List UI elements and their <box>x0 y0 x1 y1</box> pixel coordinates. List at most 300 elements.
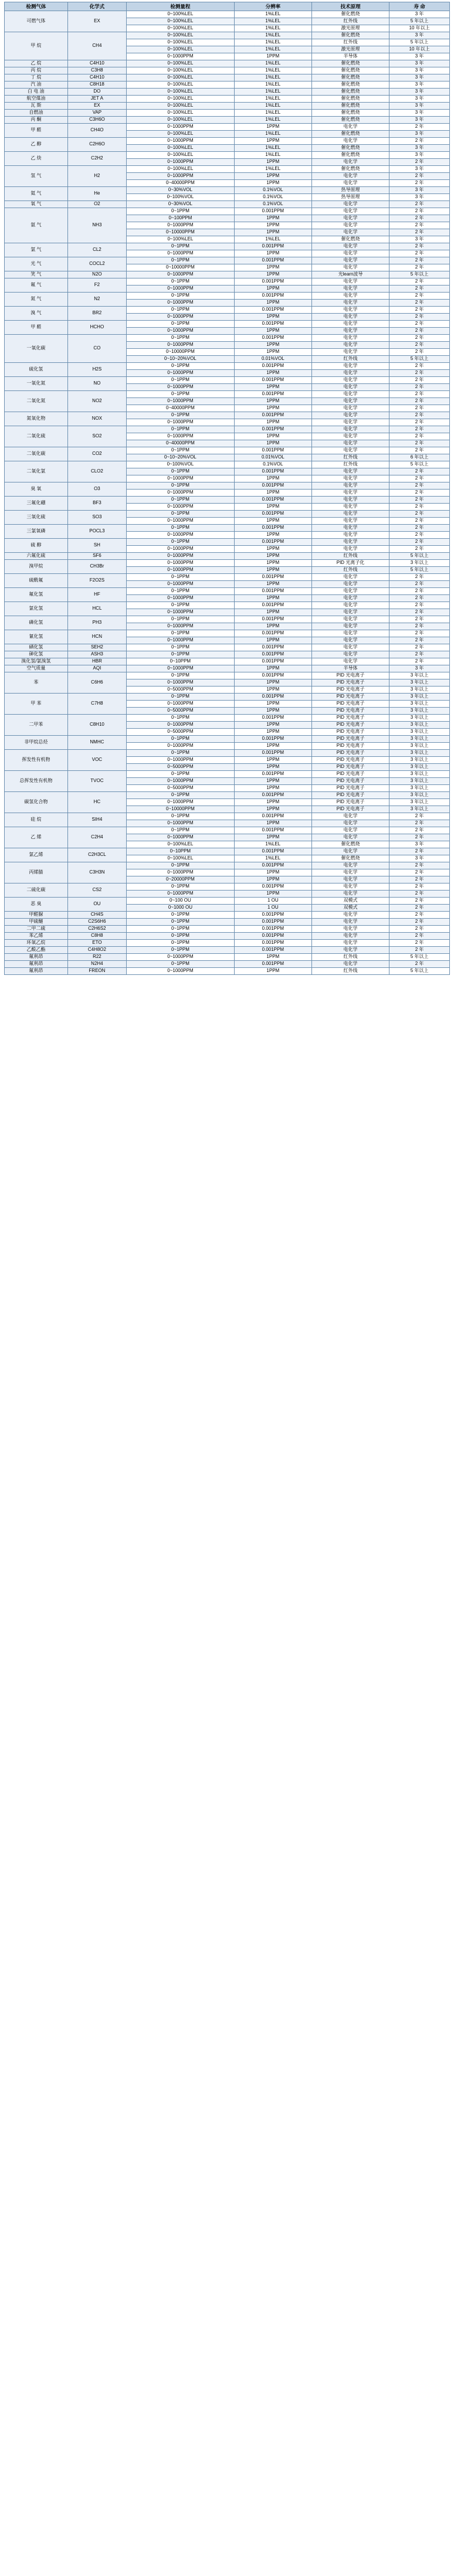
cell-lifetime: 2 年 <box>389 363 450 370</box>
cell-range: 0~100PPM <box>127 215 235 222</box>
cell-lifetime: 3 年 <box>389 187 450 194</box>
table-row <box>5 933 450 940</box>
table-row <box>5 412 450 419</box>
cell-lifetime: 2 年 <box>389 278 450 286</box>
cell-formula: CL2 <box>67 243 126 257</box>
table-row <box>5 201 450 208</box>
cell-resolution: 1PPM <box>234 764 311 771</box>
cell-resolution: 1PPM <box>234 398 311 405</box>
cell-technology: 电化学 <box>311 384 389 391</box>
cell-lifetime: 2 年 <box>389 574 450 581</box>
table-row <box>5 497 450 504</box>
cell-lifetime: 2 年 <box>389 827 450 834</box>
cell-formula: ASH3 <box>67 651 126 658</box>
cell-resolution: 0.001PPM <box>234 363 311 370</box>
cell-resolution: 1PPM <box>234 701 311 708</box>
cell-range: 0~1000PPM <box>127 581 235 588</box>
cell-formula: C3H6O <box>67 117 126 124</box>
cell-formula: CO <box>67 335 126 363</box>
cell-gas-name: 挥发性有机物 <box>5 750 68 771</box>
cell-resolution: 1PPM <box>234 314 311 321</box>
cell-formula: JET A <box>67 96 126 103</box>
cell-resolution: 0.001PPM <box>234 208 311 215</box>
header-row <box>5 2 450 11</box>
cell-formula: SF6 <box>67 553 126 560</box>
header-formula: 化学式 <box>67 2 126 11</box>
cell-range: 0~100%LEL <box>127 74 235 81</box>
cell-gas-name: 硫 醇 <box>5 539 68 553</box>
cell-technology: 电化学 <box>311 159 389 166</box>
cell-resolution: 1PPM <box>234 609 311 616</box>
cell-lifetime: 2 年 <box>389 947 450 954</box>
gas-spec-sheet <box>0 2 454 975</box>
cell-lifetime: 5 年以上 <box>389 39 450 46</box>
cell-resolution: 1PPM <box>234 785 311 792</box>
cell-resolution: 0.001PPM <box>234 940 311 947</box>
cell-lifetime: 5 年以上 <box>389 954 450 961</box>
cell-gas-name: 乙酸乙酯 <box>5 947 68 954</box>
table-row <box>5 363 450 370</box>
cell-technology: 电化学 <box>311 497 389 504</box>
cell-resolution: 0.001PPM <box>234 525 311 532</box>
cell-resolution: 1PPM <box>234 778 311 785</box>
cell-technology: PID 光电离子 <box>311 736 389 743</box>
cell-resolution: 0.001PPM <box>234 694 311 701</box>
table-row <box>5 926 450 933</box>
table-row <box>5 335 450 342</box>
cell-lifetime: 3 年以上 <box>389 764 450 771</box>
table-row <box>5 124 450 131</box>
cell-resolution: 0.001PPM <box>234 447 311 454</box>
cell-resolution: 1PPM <box>234 433 311 440</box>
cell-formula: CLO2 <box>67 461 126 482</box>
cell-gas-name: 硅 烷 <box>5 813 68 827</box>
cell-range: 0~1PPM <box>127 468 235 475</box>
cell-formula: H2S <box>67 363 126 377</box>
cell-technology: 电化学 <box>311 286 389 293</box>
cell-range: 0~1PPM <box>127 750 235 757</box>
cell-lifetime: 2 年 <box>389 300 450 307</box>
cell-lifetime: 3 年 <box>389 131 450 138</box>
table-row <box>5 694 450 701</box>
cell-formula: PH3 <box>67 616 126 630</box>
cell-resolution: 0.1%VOL <box>234 187 311 194</box>
cell-resolution: 0.001PPM <box>234 391 311 398</box>
table-row <box>5 651 450 658</box>
cell-range: 0~100 OU <box>127 898 235 905</box>
cell-lifetime: 3 年 <box>389 166 450 173</box>
cell-lifetime: 3 年 <box>389 236 450 243</box>
cell-formula: H2 <box>67 166 126 187</box>
cell-lifetime: 3 年 <box>389 145 450 152</box>
cell-technology: 半导体 <box>311 53 389 60</box>
cell-lifetime: 2 年 <box>389 588 450 595</box>
cell-lifetime: 2 年 <box>389 314 450 321</box>
cell-technology: 电化学 <box>311 264 389 271</box>
cell-range: 0~1PPM <box>127 208 235 215</box>
cell-lifetime: 2 年 <box>389 426 450 433</box>
cell-range: 0~100%LEL <box>127 46 235 53</box>
cell-formula: NO <box>67 377 126 391</box>
cell-formula: C8H18 <box>67 81 126 89</box>
cell-lifetime: 2 年 <box>389 658 450 665</box>
cell-gas-name: 环氧乙烷 <box>5 940 68 947</box>
cell-resolution: 1%LEL <box>234 46 311 53</box>
cell-resolution: 0.001PPM <box>234 715 311 722</box>
cell-lifetime: 2 年 <box>389 377 450 384</box>
cell-range: 0~1000PPM <box>127 271 235 278</box>
cell-lifetime: 3 年以上 <box>389 750 450 757</box>
cell-gas-name: 氧 气 <box>5 201 68 208</box>
cell-technology: 电化学 <box>311 475 389 482</box>
cell-formula: CH4S <box>67 912 126 919</box>
cell-technology: 催化燃烧 <box>311 166 389 173</box>
cell-resolution: 1%LEL <box>234 74 311 81</box>
cell-range: 0~1000PPM <box>127 286 235 293</box>
cell-resolution: 0.001PPM <box>234 651 311 658</box>
cell-range: 0~1000PPM <box>127 595 235 602</box>
cell-technology: 电化学 <box>311 518 389 525</box>
cell-resolution: 0.001PPM <box>234 616 311 623</box>
cell-range: 0~100%LEL <box>127 32 235 39</box>
cell-resolution: 1PPM <box>234 687 311 694</box>
table-row <box>5 377 450 384</box>
cell-resolution: 1PPM <box>234 229 311 236</box>
cell-resolution: 1PPM <box>234 729 311 736</box>
cell-lifetime: 2 年 <box>389 405 450 412</box>
cell-range: 0~1000PPM <box>127 968 235 975</box>
cell-technology: 电化学 <box>311 398 389 405</box>
table-row <box>5 616 450 623</box>
cell-range: 0~1PPM <box>127 827 235 834</box>
cell-lifetime: 3 年以上 <box>389 679 450 687</box>
cell-technology: PID 光电离子 <box>311 715 389 722</box>
table-row <box>5 81 450 89</box>
cell-resolution: 1PPM <box>234 820 311 827</box>
cell-range: 0~1000PPM <box>127 637 235 644</box>
cell-lifetime: 2 年 <box>389 820 450 827</box>
cell-technology: 催化燃烧 <box>311 96 389 103</box>
cell-formula: C4H10 <box>67 60 126 67</box>
cell-resolution: 1PPM <box>234 475 311 482</box>
cell-range: 0~1000PPM <box>127 799 235 806</box>
cell-lifetime: 3 年以上 <box>389 694 450 701</box>
cell-technology: 电化学 <box>311 391 389 398</box>
table-row <box>5 271 450 278</box>
cell-gas-name: 碳氢化合物 <box>5 792 68 813</box>
cell-technology: 红外线 <box>311 356 389 363</box>
cell-formula: F2O2S <box>67 574 126 588</box>
cell-technology: 电化学 <box>311 588 389 595</box>
cell-range: 0~1000PPM <box>127 834 235 841</box>
cell-technology: 催化燃烧 <box>311 117 389 124</box>
table-row <box>5 672 450 679</box>
cell-resolution: 1%LEL <box>234 89 311 96</box>
cell-formula: OU <box>67 898 126 912</box>
cell-technology: 电化学 <box>311 504 389 511</box>
cell-formula: HC <box>67 792 126 813</box>
cell-resolution: 1PPM <box>234 264 311 271</box>
cell-range: 0~1000PPM <box>127 504 235 511</box>
cell-range: 0~1000PPM <box>127 250 235 257</box>
cell-gas-name: 空气质量 <box>5 665 68 672</box>
cell-range: 0~1000PPM <box>127 490 235 497</box>
cell-range: 0~100%LEL <box>127 103 235 110</box>
cell-resolution: 1PPM <box>234 504 311 511</box>
cell-formula: O2 <box>67 201 126 208</box>
cell-technology: 电化学 <box>311 919 389 926</box>
cell-resolution: 1PPM <box>234 286 311 293</box>
cell-technology: PID 光电离子 <box>311 750 389 757</box>
cell-range: 0~10PPM <box>127 848 235 855</box>
cell-range: 0~1PPM <box>127 694 235 701</box>
cell-resolution: 0.001PPM <box>234 257 311 264</box>
cell-technology: 催化燃烧 <box>311 32 389 39</box>
cell-formula: SEH2 <box>67 644 126 651</box>
cell-range: 0~100%LEL <box>127 60 235 67</box>
cell-technology: 电化学 <box>311 419 389 426</box>
cell-resolution: 1PPM <box>234 637 311 644</box>
cell-resolution: 0.001PPM <box>234 539 311 546</box>
cell-range: 0~100%VOL <box>127 194 235 201</box>
header-range: 检测量程 <box>127 2 235 11</box>
cell-resolution: 0.001PPM <box>234 813 311 820</box>
cell-lifetime: 10 年以上 <box>389 25 450 32</box>
cell-range: 0~1PPM <box>127 426 235 433</box>
cell-gas-name: 二氧化氯 <box>5 461 68 482</box>
cell-technology: 电化学 <box>311 335 389 342</box>
table-row <box>5 574 450 581</box>
cell-lifetime: 2 年 <box>389 321 450 328</box>
table-row <box>5 792 450 799</box>
cell-range: 0~1PPM <box>127 926 235 933</box>
cell-range: 0~100%LEL <box>127 166 235 173</box>
cell-gas-name: 三氯氧磷 <box>5 525 68 539</box>
cell-formula: SO3 <box>67 511 126 525</box>
cell-resolution: 1%LEL <box>234 166 311 173</box>
cell-resolution: 1PPM <box>234 370 311 377</box>
cell-technology: PID 光电离子 <box>311 722 389 729</box>
cell-resolution: 0.001PPM <box>234 574 311 581</box>
cell-lifetime: 2 年 <box>389 286 450 293</box>
cell-range: 0~1000PPM <box>127 679 235 687</box>
cell-gas-name: 硫酰氟 <box>5 574 68 588</box>
cell-lifetime: 2 年 <box>389 201 450 208</box>
cell-range: 0~1PPM <box>127 792 235 799</box>
cell-formula: HBR <box>67 658 126 665</box>
cell-formula: NMHC <box>67 736 126 750</box>
cell-technology: 电化学 <box>311 363 389 370</box>
cell-resolution: 0.001PPM <box>234 243 311 250</box>
cell-technology: 电化学 <box>311 370 389 377</box>
cell-gas-name: 汽 油 <box>5 81 68 89</box>
cell-technology: 电化学 <box>311 574 389 581</box>
cell-gas-name: 二氧化硫 <box>5 426 68 447</box>
cell-lifetime: 2 年 <box>389 595 450 602</box>
cell-gas-name: 丁 烷 <box>5 74 68 81</box>
cell-lifetime: 2 年 <box>389 891 450 898</box>
cell-resolution: 1PPM <box>234 806 311 813</box>
cell-technology: PID 光电离子 <box>311 792 389 799</box>
cell-technology: 电化学 <box>311 447 389 454</box>
cell-technology: 电化学 <box>311 651 389 658</box>
cell-lifetime: 2 年 <box>389 419 450 426</box>
cell-resolution: 1PPM <box>234 419 311 426</box>
cell-resolution: 0.01%VOL <box>234 356 311 363</box>
cell-range: 0~1PPM <box>127 736 235 743</box>
cell-resolution: 1PPM <box>234 53 311 60</box>
cell-lifetime: 2 年 <box>389 616 450 623</box>
cell-resolution: 1 OU <box>234 898 311 905</box>
table-row <box>5 117 450 124</box>
cell-technology: PID 光电离子 <box>311 771 389 778</box>
cell-resolution: 1PPM <box>234 743 311 750</box>
cell-resolution: 0.001PPM <box>234 377 311 384</box>
table-row <box>5 630 450 637</box>
cell-resolution: 1%LEL <box>234 81 311 89</box>
cell-range: 0~1PPM <box>127 243 235 250</box>
cell-technology: 电化学 <box>311 848 389 855</box>
table-row <box>5 67 450 74</box>
table-row <box>5 912 450 919</box>
cell-technology: 催化燃烧 <box>311 152 389 159</box>
cell-lifetime: 2 年 <box>389 898 450 905</box>
cell-lifetime: 3 年以上 <box>389 806 450 813</box>
table-row <box>5 243 450 250</box>
cell-range: 0~100%LEL <box>127 11 235 18</box>
cell-technology: 红外线 <box>311 553 389 560</box>
cell-range: 0~1000PPM <box>127 532 235 539</box>
cell-lifetime: 3 年 <box>389 194 450 201</box>
cell-lifetime: 5 年以上 <box>389 553 450 560</box>
cell-lifetime: 2 年 <box>389 222 450 229</box>
cell-technology: 电化学 <box>311 539 389 546</box>
cell-lifetime: 2 年 <box>389 926 450 933</box>
cell-formula: EX <box>67 103 126 110</box>
cell-lifetime: 2 年 <box>389 433 450 440</box>
cell-lifetime: 2 年 <box>389 328 450 335</box>
cell-formula: HF <box>67 588 126 602</box>
cell-resolution: 1PPM <box>234 159 311 166</box>
cell-lifetime: 2 年 <box>389 490 450 497</box>
cell-resolution: 1PPM <box>234 384 311 391</box>
cell-lifetime: 2 年 <box>389 138 450 145</box>
cell-formula: AQI <box>67 665 126 672</box>
cell-resolution: 0.001PPM <box>234 947 311 954</box>
cell-technology: PID 光离子化 <box>311 560 389 567</box>
cell-resolution: 1%LEL <box>234 32 311 39</box>
cell-formula: He <box>67 187 126 201</box>
cell-formula: C2H3CL <box>67 848 126 862</box>
cell-range: 0~1PPM <box>127 539 235 546</box>
cell-range: 0~1PPM <box>127 321 235 328</box>
table-row <box>5 461 450 468</box>
cell-lifetime: 3 年以上 <box>389 560 450 567</box>
cell-resolution: 0.001PPM <box>234 482 311 490</box>
cell-technology: 热导原理 <box>311 194 389 201</box>
cell-lifetime: 2 年 <box>389 250 450 257</box>
cell-lifetime: 2 年 <box>389 539 450 546</box>
cell-lifetime: 6 年以上 <box>389 454 450 461</box>
cell-resolution: 0.001PPM <box>234 412 311 419</box>
cell-technology: PID 光电离子 <box>311 672 389 679</box>
cell-gas-name: 臭 氧 <box>5 482 68 497</box>
cell-technology: 电化学 <box>311 433 389 440</box>
cell-lifetime: 2 年 <box>389 609 450 616</box>
header-resolution: 分辨率 <box>234 2 311 11</box>
cell-technology: 电化学 <box>311 229 389 236</box>
cell-lifetime: 3 年 <box>389 841 450 848</box>
cell-formula: CH3Br <box>67 560 126 574</box>
cell-formula: C8H8 <box>67 933 126 940</box>
cell-technology: 电化学 <box>311 138 389 145</box>
table-row <box>5 187 450 194</box>
cell-resolution: 1PPM <box>234 567 311 574</box>
cell-formula: CH4O <box>67 124 126 138</box>
cell-gas-name: 甲 醛 <box>5 124 68 138</box>
cell-lifetime: 2 年 <box>389 883 450 891</box>
table-row <box>5 293 450 300</box>
cell-lifetime: 3 年 <box>389 152 450 159</box>
cell-technology: 红外线 <box>311 954 389 961</box>
cell-formula: C4H10 <box>67 74 126 81</box>
cell-formula: N2O <box>67 271 126 278</box>
cell-lifetime: 2 年 <box>389 349 450 356</box>
table-row <box>5 658 450 665</box>
cell-range: 0~5000PPM <box>127 729 235 736</box>
cell-lifetime: 3 年 <box>389 117 450 124</box>
cell-resolution: 0.001PPM <box>234 961 311 968</box>
cell-lifetime: 2 年 <box>389 546 450 553</box>
cell-resolution: 1PPM <box>234 342 311 349</box>
cell-formula: CH4 <box>67 32 126 60</box>
cell-resolution: 1 OU <box>234 905 311 912</box>
cell-range: 0~100%LEL <box>127 855 235 862</box>
cell-lifetime: 3 年以上 <box>389 736 450 743</box>
cell-resolution: 1PPM <box>234 490 311 497</box>
table-row <box>5 32 450 39</box>
cell-formula: N2H4 <box>67 961 126 968</box>
cell-formula: C2H6O <box>67 138 126 152</box>
cell-formula: TVOC <box>67 771 126 792</box>
cell-resolution: 0.001PPM <box>234 792 311 799</box>
cell-technology: PID 光电离子 <box>311 785 389 792</box>
cell-gas-name: 氟利昂 <box>5 968 68 975</box>
cell-formula: HCL <box>67 602 126 616</box>
cell-technology: PID 光电离子 <box>311 778 389 785</box>
cell-technology: PID 光电离子 <box>311 701 389 708</box>
cell-lifetime: 3 年 <box>389 11 450 18</box>
cell-gas-name: 乙 醇 <box>5 138 68 152</box>
cell-range: 0~40000PPM <box>127 440 235 447</box>
cell-lifetime: 2 年 <box>389 869 450 876</box>
cell-gas-name: 总挥发性有机物 <box>5 771 68 792</box>
table-row <box>5 89 450 96</box>
cell-lifetime: 3 年以上 <box>389 729 450 736</box>
cell-resolution: 0.001PPM <box>234 511 311 518</box>
table-row <box>5 862 450 869</box>
cell-gas-name: 二甲二硫 <box>5 926 68 933</box>
cell-range: 0~1000PPM <box>127 124 235 131</box>
cell-range: 0~10000PPM <box>127 229 235 236</box>
cell-formula: NH3 <box>67 208 126 243</box>
cell-gas-name: 氯 气 <box>5 243 68 257</box>
cell-formula: BF3 <box>67 497 126 511</box>
cell-gas-name: 氟利昂 <box>5 954 68 961</box>
cell-gas-name: 氮 气 <box>5 293 68 307</box>
cell-technology: 电化学 <box>311 961 389 968</box>
cell-range: 0~1000PPM <box>127 53 235 60</box>
